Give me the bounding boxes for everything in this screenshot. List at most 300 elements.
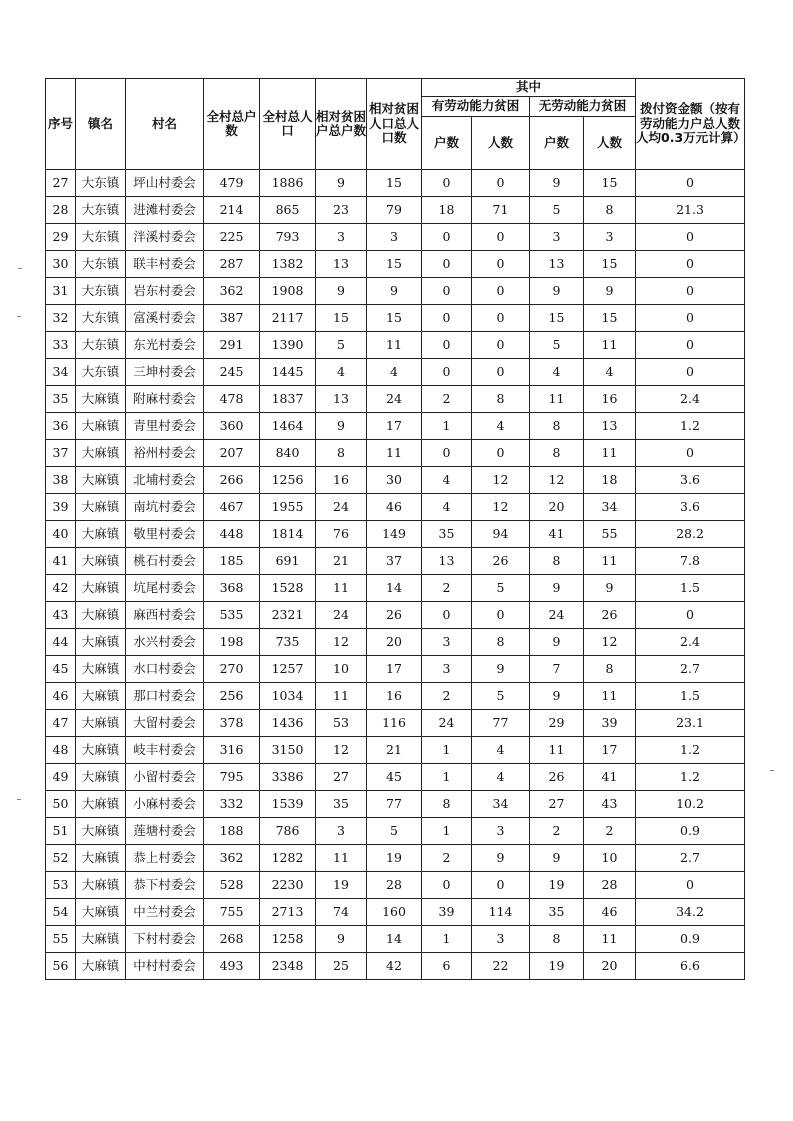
cell-households-total: 185 bbox=[204, 548, 260, 575]
cell-with-labor-households: 4 bbox=[422, 467, 472, 494]
cell-town: 大麻镇 bbox=[76, 629, 126, 656]
cell-with-labor-households: 2 bbox=[422, 386, 472, 413]
cell-village: 岐丰村委会 bbox=[126, 737, 204, 764]
cell-households-total: 270 bbox=[204, 656, 260, 683]
cell-seq: 48 bbox=[46, 737, 76, 764]
cell-households-total: 378 bbox=[204, 710, 260, 737]
cell-village: 桃石村委会 bbox=[126, 548, 204, 575]
cell-poor-households: 11 bbox=[316, 683, 367, 710]
table-header bbox=[46, 79, 745, 170]
cell-with-labor-households: 39 bbox=[422, 899, 472, 926]
poverty-fund-table bbox=[45, 78, 745, 980]
cell-with-labor-households: 0 bbox=[422, 278, 472, 305]
cell-without-labor-households: 13 bbox=[530, 251, 584, 278]
table-row bbox=[46, 251, 745, 278]
cell-fund: 2.4 bbox=[636, 629, 745, 656]
cell-village: 坪山村委会 bbox=[126, 170, 204, 197]
cell-with-labor-persons: 0 bbox=[472, 305, 530, 332]
cell-without-labor-persons: 10 bbox=[584, 845, 636, 872]
cell-fund: 10.2 bbox=[636, 791, 745, 818]
cell-without-labor-persons: 11 bbox=[584, 683, 636, 710]
cell-without-labor-households: 9 bbox=[530, 629, 584, 656]
cell-seq: 49 bbox=[46, 764, 76, 791]
cell-without-labor-persons: 11 bbox=[584, 440, 636, 467]
cell-without-labor-persons: 46 bbox=[584, 899, 636, 926]
cell-households-total: 362 bbox=[204, 278, 260, 305]
cell-seq: 54 bbox=[46, 899, 76, 926]
cell-town: 大麻镇 bbox=[76, 872, 126, 899]
cell-without-labor-persons: 41 bbox=[584, 764, 636, 791]
cell-households-total: 332 bbox=[204, 791, 260, 818]
cell-households-total: 795 bbox=[204, 764, 260, 791]
cell-poor-population: 37 bbox=[367, 548, 422, 575]
cell-poor-population: 9 bbox=[367, 278, 422, 305]
cell-without-labor-persons: 15 bbox=[584, 251, 636, 278]
header-households-total: 全村总户数 bbox=[204, 79, 260, 170]
cell-without-labor-persons: 12 bbox=[584, 629, 636, 656]
cell-with-labor-persons: 12 bbox=[472, 494, 530, 521]
cell-population-total: 735 bbox=[260, 629, 316, 656]
cell-fund: 0 bbox=[636, 602, 745, 629]
cell-without-labor-persons: 2 bbox=[584, 818, 636, 845]
cell-poor-households: 5 bbox=[316, 332, 367, 359]
cell-town: 大麻镇 bbox=[76, 656, 126, 683]
header-village: 村名 bbox=[126, 79, 204, 170]
cell-fund: 1.2 bbox=[636, 764, 745, 791]
cell-with-labor-persons: 9 bbox=[472, 845, 530, 872]
cell-with-labor-persons: 71 bbox=[472, 197, 530, 224]
table-row bbox=[46, 899, 745, 926]
cell-population-total: 1445 bbox=[260, 359, 316, 386]
cell-with-labor-persons: 3 bbox=[472, 926, 530, 953]
cell-without-labor-households: 35 bbox=[530, 899, 584, 926]
cell-seq: 40 bbox=[46, 521, 76, 548]
cell-seq: 43 bbox=[46, 602, 76, 629]
cell-with-labor-persons: 5 bbox=[472, 575, 530, 602]
scan-mark bbox=[17, 799, 21, 800]
cell-with-labor-persons: 4 bbox=[472, 737, 530, 764]
cell-with-labor-persons: 0 bbox=[472, 332, 530, 359]
cell-fund: 34.2 bbox=[636, 899, 745, 926]
cell-fund: 28.2 bbox=[636, 521, 745, 548]
cell-households-total: 493 bbox=[204, 953, 260, 980]
cell-poor-population: 11 bbox=[367, 440, 422, 467]
cell-with-labor-households: 3 bbox=[422, 656, 472, 683]
header-fund: 拨付资金额（按有劳动能力户总人数人均0.3万元计算） bbox=[636, 79, 745, 170]
table-row bbox=[46, 737, 745, 764]
cell-population-total: 1539 bbox=[260, 791, 316, 818]
cell-population-total: 1908 bbox=[260, 278, 316, 305]
cell-households-total: 362 bbox=[204, 845, 260, 872]
cell-village: 大留村委会 bbox=[126, 710, 204, 737]
cell-town: 大东镇 bbox=[76, 197, 126, 224]
cell-town: 大东镇 bbox=[76, 359, 126, 386]
cell-with-labor-households: 3 bbox=[422, 629, 472, 656]
cell-poor-households: 53 bbox=[316, 710, 367, 737]
table-row bbox=[46, 710, 745, 737]
cell-poor-population: 160 bbox=[367, 899, 422, 926]
cell-seq: 35 bbox=[46, 386, 76, 413]
cell-with-labor-households: 0 bbox=[422, 251, 472, 278]
cell-population-total: 2348 bbox=[260, 953, 316, 980]
table-row bbox=[46, 953, 745, 980]
cell-seq: 47 bbox=[46, 710, 76, 737]
cell-without-labor-households: 5 bbox=[530, 197, 584, 224]
cell-with-labor-persons: 4 bbox=[472, 413, 530, 440]
cell-poor-households: 3 bbox=[316, 224, 367, 251]
scan-mark bbox=[770, 770, 774, 771]
cell-seq: 44 bbox=[46, 629, 76, 656]
cell-without-labor-households: 27 bbox=[530, 791, 584, 818]
cell-village: 水兴村委会 bbox=[126, 629, 204, 656]
cell-poor-households: 8 bbox=[316, 440, 367, 467]
cell-village: 小留村委会 bbox=[126, 764, 204, 791]
header-with-labor-households: 户数 bbox=[422, 117, 472, 170]
cell-fund: 1.2 bbox=[636, 737, 745, 764]
cell-with-labor-households: 0 bbox=[422, 359, 472, 386]
cell-fund: 0 bbox=[636, 170, 745, 197]
cell-seq: 30 bbox=[46, 251, 76, 278]
cell-seq: 55 bbox=[46, 926, 76, 953]
cell-with-labor-households: 18 bbox=[422, 197, 472, 224]
table-row bbox=[46, 332, 745, 359]
cell-poor-households: 76 bbox=[316, 521, 367, 548]
header-with-labor: 有劳动能力贫困 bbox=[422, 97, 530, 117]
cell-without-labor-persons: 17 bbox=[584, 737, 636, 764]
cell-without-labor-households: 9 bbox=[530, 170, 584, 197]
cell-fund: 0 bbox=[636, 305, 745, 332]
cell-with-labor-persons: 8 bbox=[472, 629, 530, 656]
cell-with-labor-households: 0 bbox=[422, 872, 472, 899]
cell-fund: 0.9 bbox=[636, 926, 745, 953]
cell-households-total: 245 bbox=[204, 359, 260, 386]
cell-without-labor-persons: 34 bbox=[584, 494, 636, 521]
cell-poor-population: 26 bbox=[367, 602, 422, 629]
cell-seq: 45 bbox=[46, 656, 76, 683]
cell-with-labor-persons: 26 bbox=[472, 548, 530, 575]
cell-without-labor-persons: 3 bbox=[584, 224, 636, 251]
cell-seq: 46 bbox=[46, 683, 76, 710]
cell-town: 大麻镇 bbox=[76, 413, 126, 440]
cell-population-total: 1258 bbox=[260, 926, 316, 953]
cell-poor-households: 35 bbox=[316, 791, 367, 818]
cell-households-total: 266 bbox=[204, 467, 260, 494]
cell-poor-population: 28 bbox=[367, 872, 422, 899]
cell-without-labor-households: 8 bbox=[530, 548, 584, 575]
cell-town: 大麻镇 bbox=[76, 926, 126, 953]
cell-population-total: 2713 bbox=[260, 899, 316, 926]
cell-fund: 2.7 bbox=[636, 656, 745, 683]
cell-town: 大麻镇 bbox=[76, 575, 126, 602]
cell-poor-population: 30 bbox=[367, 467, 422, 494]
cell-town: 大麻镇 bbox=[76, 791, 126, 818]
cell-population-total: 1955 bbox=[260, 494, 316, 521]
cell-with-labor-households: 6 bbox=[422, 953, 472, 980]
cell-poor-population: 15 bbox=[367, 170, 422, 197]
cell-town: 大麻镇 bbox=[76, 440, 126, 467]
cell-with-labor-households: 0 bbox=[422, 440, 472, 467]
cell-village: 青里村委会 bbox=[126, 413, 204, 440]
cell-households-total: 478 bbox=[204, 386, 260, 413]
cell-poor-population: 19 bbox=[367, 845, 422, 872]
cell-with-labor-persons: 0 bbox=[472, 251, 530, 278]
cell-fund: 0 bbox=[636, 251, 745, 278]
cell-without-labor-households: 26 bbox=[530, 764, 584, 791]
cell-poor-households: 15 bbox=[316, 305, 367, 332]
cell-fund: 0 bbox=[636, 872, 745, 899]
cell-village: 麻西村委会 bbox=[126, 602, 204, 629]
cell-seq: 27 bbox=[46, 170, 76, 197]
cell-town: 大麻镇 bbox=[76, 845, 126, 872]
cell-population-total: 1528 bbox=[260, 575, 316, 602]
cell-poor-population: 17 bbox=[367, 413, 422, 440]
header-population-total: 全村总人口 bbox=[260, 79, 316, 170]
table-row bbox=[46, 683, 745, 710]
cell-population-total: 840 bbox=[260, 440, 316, 467]
cell-without-labor-persons: 8 bbox=[584, 197, 636, 224]
cell-with-labor-households: 1 bbox=[422, 737, 472, 764]
cell-without-labor-persons: 8 bbox=[584, 656, 636, 683]
cell-with-labor-persons: 0 bbox=[472, 440, 530, 467]
cell-seq: 38 bbox=[46, 467, 76, 494]
cell-households-total: 467 bbox=[204, 494, 260, 521]
cell-households-total: 268 bbox=[204, 926, 260, 953]
cell-households-total: 188 bbox=[204, 818, 260, 845]
cell-seq: 41 bbox=[46, 548, 76, 575]
cell-households-total: 291 bbox=[204, 332, 260, 359]
cell-poor-population: 3 bbox=[367, 224, 422, 251]
table-row bbox=[46, 656, 745, 683]
cell-without-labor-households: 3 bbox=[530, 224, 584, 251]
cell-seq: 51 bbox=[46, 818, 76, 845]
cell-households-total: 528 bbox=[204, 872, 260, 899]
cell-population-total: 865 bbox=[260, 197, 316, 224]
cell-poor-households: 27 bbox=[316, 764, 367, 791]
cell-fund: 7.8 bbox=[636, 548, 745, 575]
cell-town: 大麻镇 bbox=[76, 710, 126, 737]
cell-poor-population: 11 bbox=[367, 332, 422, 359]
table-row bbox=[46, 845, 745, 872]
cell-with-labor-persons: 94 bbox=[472, 521, 530, 548]
cell-poor-households: 4 bbox=[316, 359, 367, 386]
cell-fund: 0 bbox=[636, 332, 745, 359]
cell-with-labor-households: 4 bbox=[422, 494, 472, 521]
cell-fund: 21.3 bbox=[636, 197, 745, 224]
cell-with-labor-persons: 22 bbox=[472, 953, 530, 980]
table-row bbox=[46, 467, 745, 494]
cell-with-labor-persons: 34 bbox=[472, 791, 530, 818]
cell-seq: 33 bbox=[46, 332, 76, 359]
cell-poor-households: 25 bbox=[316, 953, 367, 980]
cell-without-labor-households: 19 bbox=[530, 953, 584, 980]
cell-population-total: 1257 bbox=[260, 656, 316, 683]
cell-village: 南坑村委会 bbox=[126, 494, 204, 521]
table-row bbox=[46, 521, 745, 548]
cell-seq: 32 bbox=[46, 305, 76, 332]
cell-seq: 29 bbox=[46, 224, 76, 251]
header-with-labor-persons: 人数 bbox=[472, 117, 530, 170]
table-body bbox=[46, 170, 745, 980]
cell-with-labor-households: 0 bbox=[422, 224, 472, 251]
cell-households-total: 256 bbox=[204, 683, 260, 710]
cell-with-labor-persons: 4 bbox=[472, 764, 530, 791]
header-poor-households: 相对贫困户总户数 bbox=[316, 79, 367, 170]
cell-village: 富溪村委会 bbox=[126, 305, 204, 332]
cell-seq: 34 bbox=[46, 359, 76, 386]
table-row bbox=[46, 926, 745, 953]
cell-with-labor-persons: 0 bbox=[472, 170, 530, 197]
cell-with-labor-households: 24 bbox=[422, 710, 472, 737]
cell-without-labor-households: 9 bbox=[530, 278, 584, 305]
cell-population-total: 691 bbox=[260, 548, 316, 575]
cell-seq: 52 bbox=[46, 845, 76, 872]
cell-village: 中村村委会 bbox=[126, 953, 204, 980]
table-row bbox=[46, 224, 745, 251]
cell-with-labor-households: 13 bbox=[422, 548, 472, 575]
cell-without-labor-persons: 15 bbox=[584, 305, 636, 332]
cell-poor-households: 19 bbox=[316, 872, 367, 899]
header-town: 镇名 bbox=[76, 79, 126, 170]
cell-population-total: 793 bbox=[260, 224, 316, 251]
cell-without-labor-households: 19 bbox=[530, 872, 584, 899]
cell-with-labor-households: 0 bbox=[422, 602, 472, 629]
cell-without-labor-households: 2 bbox=[530, 818, 584, 845]
cell-village: 那口村委会 bbox=[126, 683, 204, 710]
cell-without-labor-persons: 11 bbox=[584, 332, 636, 359]
table-row bbox=[46, 278, 745, 305]
cell-without-labor-households: 15 bbox=[530, 305, 584, 332]
cell-population-total: 3150 bbox=[260, 737, 316, 764]
cell-with-labor-persons: 114 bbox=[472, 899, 530, 926]
header-without-labor: 无劳动能力贫困 bbox=[530, 97, 636, 117]
cell-village: 进滩村委会 bbox=[126, 197, 204, 224]
cell-without-labor-households: 5 bbox=[530, 332, 584, 359]
cell-households-total: 479 bbox=[204, 170, 260, 197]
cell-poor-population: 14 bbox=[367, 926, 422, 953]
table-row bbox=[46, 764, 745, 791]
cell-poor-households: 74 bbox=[316, 899, 367, 926]
cell-fund: 1.5 bbox=[636, 575, 745, 602]
cell-fund: 3.6 bbox=[636, 494, 745, 521]
cell-households-total: 214 bbox=[204, 197, 260, 224]
table-row bbox=[46, 494, 745, 521]
cell-poor-households: 24 bbox=[316, 494, 367, 521]
cell-fund: 0 bbox=[636, 278, 745, 305]
cell-population-total: 1382 bbox=[260, 251, 316, 278]
cell-town: 大东镇 bbox=[76, 278, 126, 305]
cell-without-labor-persons: 20 bbox=[584, 953, 636, 980]
cell-fund: 0 bbox=[636, 359, 745, 386]
cell-households-total: 316 bbox=[204, 737, 260, 764]
cell-town: 大麻镇 bbox=[76, 521, 126, 548]
cell-village: 中兰村委会 bbox=[126, 899, 204, 926]
cell-without-labor-households: 11 bbox=[530, 737, 584, 764]
cell-village: 水口村委会 bbox=[126, 656, 204, 683]
cell-poor-households: 9 bbox=[316, 278, 367, 305]
cell-without-labor-persons: 39 bbox=[584, 710, 636, 737]
cell-town: 大麻镇 bbox=[76, 683, 126, 710]
cell-village: 泮溪村委会 bbox=[126, 224, 204, 251]
cell-households-total: 368 bbox=[204, 575, 260, 602]
cell-population-total: 1390 bbox=[260, 332, 316, 359]
header-among: 其中 bbox=[422, 79, 636, 97]
cell-fund: 6.6 bbox=[636, 953, 745, 980]
cell-town: 大麻镇 bbox=[76, 548, 126, 575]
table-row bbox=[46, 629, 745, 656]
cell-seq: 36 bbox=[46, 413, 76, 440]
cell-with-labor-households: 2 bbox=[422, 575, 472, 602]
header-without-labor-persons: 人数 bbox=[584, 117, 636, 170]
cell-population-total: 1837 bbox=[260, 386, 316, 413]
table-row bbox=[46, 197, 745, 224]
cell-with-labor-households: 0 bbox=[422, 332, 472, 359]
cell-seq: 28 bbox=[46, 197, 76, 224]
table-row bbox=[46, 170, 745, 197]
cell-population-total: 2117 bbox=[260, 305, 316, 332]
cell-with-labor-households: 1 bbox=[422, 926, 472, 953]
cell-population-total: 2230 bbox=[260, 872, 316, 899]
cell-fund: 2.7 bbox=[636, 845, 745, 872]
cell-population-total: 1282 bbox=[260, 845, 316, 872]
cell-with-labor-persons: 0 bbox=[472, 224, 530, 251]
table-row bbox=[46, 872, 745, 899]
cell-poor-population: 116 bbox=[367, 710, 422, 737]
cell-without-labor-households: 41 bbox=[530, 521, 584, 548]
cell-with-labor-persons: 12 bbox=[472, 467, 530, 494]
cell-population-total: 2321 bbox=[260, 602, 316, 629]
cell-with-labor-persons: 0 bbox=[472, 278, 530, 305]
cell-with-labor-households: 0 bbox=[422, 170, 472, 197]
cell-population-total: 1436 bbox=[260, 710, 316, 737]
cell-population-total: 786 bbox=[260, 818, 316, 845]
cell-with-labor-households: 8 bbox=[422, 791, 472, 818]
cell-seq: 50 bbox=[46, 791, 76, 818]
cell-households-total: 448 bbox=[204, 521, 260, 548]
cell-town: 大东镇 bbox=[76, 332, 126, 359]
cell-poor-households: 9 bbox=[316, 413, 367, 440]
header-seq: 序号 bbox=[46, 79, 76, 170]
cell-without-labor-persons: 43 bbox=[584, 791, 636, 818]
cell-households-total: 198 bbox=[204, 629, 260, 656]
cell-households-total: 360 bbox=[204, 413, 260, 440]
cell-seq: 31 bbox=[46, 278, 76, 305]
cell-poor-households: 9 bbox=[316, 170, 367, 197]
cell-population-total: 1034 bbox=[260, 683, 316, 710]
cell-without-labor-households: 8 bbox=[530, 926, 584, 953]
cell-town: 大麻镇 bbox=[76, 899, 126, 926]
cell-without-labor-households: 8 bbox=[530, 413, 584, 440]
cell-village: 小麻村委会 bbox=[126, 791, 204, 818]
cell-without-labor-persons: 9 bbox=[584, 575, 636, 602]
cell-poor-households: 11 bbox=[316, 575, 367, 602]
cell-poor-population: 24 bbox=[367, 386, 422, 413]
cell-village: 联丰村委会 bbox=[126, 251, 204, 278]
cell-population-total: 1886 bbox=[260, 170, 316, 197]
cell-without-labor-persons: 26 bbox=[584, 602, 636, 629]
cell-village: 北埔村委会 bbox=[126, 467, 204, 494]
table-row bbox=[46, 602, 745, 629]
cell-poor-population: 16 bbox=[367, 683, 422, 710]
cell-poor-households: 9 bbox=[316, 926, 367, 953]
cell-population-total: 1464 bbox=[260, 413, 316, 440]
cell-without-labor-persons: 13 bbox=[584, 413, 636, 440]
cell-with-labor-persons: 0 bbox=[472, 359, 530, 386]
table-row bbox=[46, 386, 745, 413]
cell-households-total: 207 bbox=[204, 440, 260, 467]
table-row bbox=[46, 791, 745, 818]
cell-seq: 53 bbox=[46, 872, 76, 899]
header-without-labor-households: 户数 bbox=[530, 117, 584, 170]
